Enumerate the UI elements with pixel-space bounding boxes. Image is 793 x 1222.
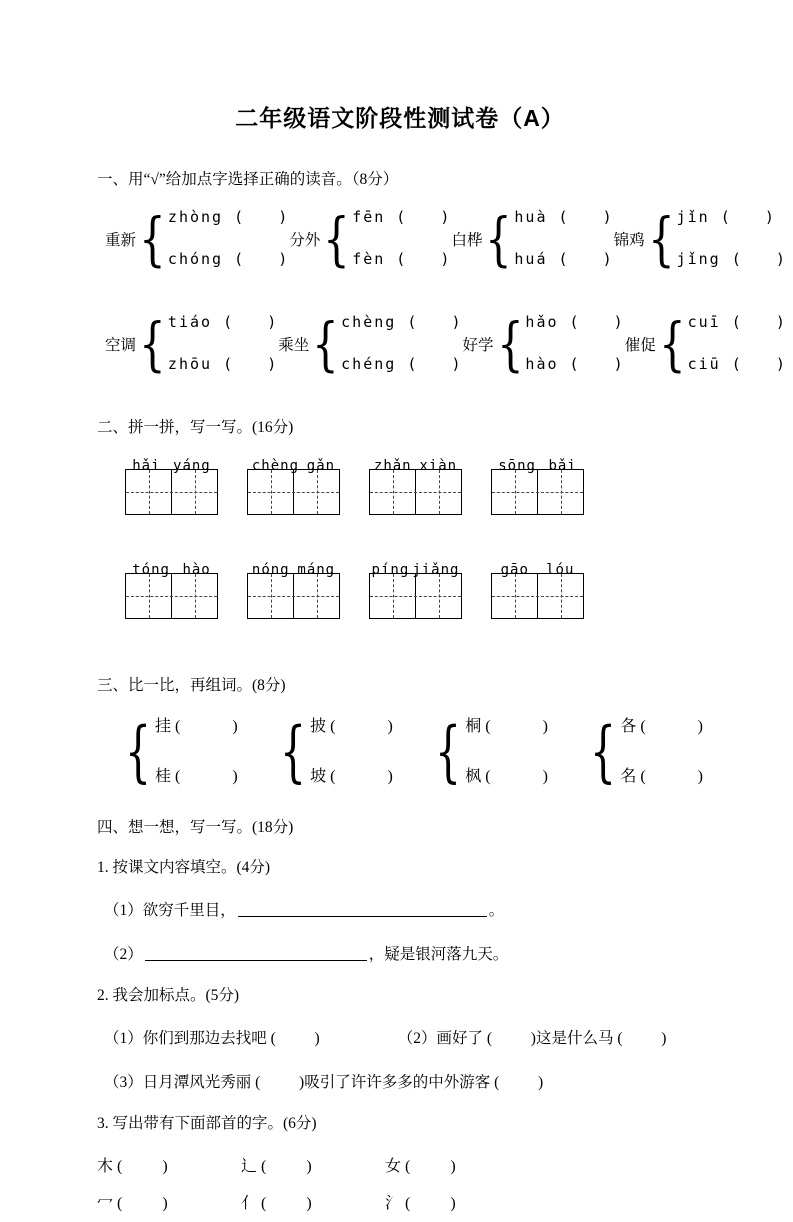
dashed-guide: [126, 596, 217, 597]
answer-blank: ( ): [482, 1030, 536, 1047]
pinyin-syllable: jiǎng: [412, 562, 460, 578]
pinyin-option: [168, 348, 278, 381]
question-text: 吸引了许许多多的中外游客: [304, 1074, 491, 1091]
character: 挂: [155, 718, 172, 735]
pinyin-choice-row-1: [105, 201, 787, 276]
answer-blank: ( ): [257, 1195, 312, 1212]
pinyin-text: hǎo: [525, 313, 559, 331]
compare-group: [427, 715, 548, 789]
radical-character: 氵: [385, 1195, 402, 1212]
page-title: 二年级语文阶段性测试卷（A）: [235, 105, 565, 131]
writing-grid: [369, 458, 462, 515]
writing-grid: [247, 562, 340, 619]
pinyin-choice-group: [105, 201, 289, 276]
compare-pair: [465, 715, 548, 789]
answer-blank: ( ): [396, 313, 463, 331]
radical-item: [385, 1190, 529, 1213]
pinyin-text: ciū: [687, 355, 721, 373]
target-word: 白桦: [451, 231, 483, 249]
pinyin-choice-group: [105, 306, 278, 381]
answer-blank: ( ): [401, 1195, 456, 1212]
pinyin-options: [514, 201, 613, 276]
dashed-guide: [370, 596, 461, 597]
radical-character: 女: [385, 1158, 402, 1175]
pinyin-syllable: píng: [371, 562, 410, 578]
compare-item: [310, 715, 393, 739]
pinyin-option: [168, 306, 278, 339]
pinyin-text: hào: [525, 355, 559, 373]
sub-question-1-heading: 1. 按课文内容填空。(4分): [97, 859, 271, 876]
answer-blank: ( ): [171, 768, 238, 785]
radical-item: [385, 1153, 529, 1176]
answer-blank: ( ): [636, 768, 703, 785]
compare-pair: [310, 715, 393, 789]
pinyin-syllable: tóng: [132, 562, 170, 578]
pinyin-option: [514, 243, 613, 276]
answer-line: [145, 947, 367, 961]
dashed-guide: [126, 492, 217, 493]
brace-glyph: {: [312, 309, 339, 378]
pinyin-options: [525, 306, 624, 381]
answer-blank: ( ): [223, 250, 290, 268]
pinyin-syllable: chèng: [251, 458, 300, 474]
question-text: 这是什么马: [535, 1030, 614, 1047]
answer-blank: ( ): [401, 1158, 456, 1175]
pinyin-syllable: hǎi: [132, 458, 161, 474]
pinyin-option: [525, 348, 624, 381]
pinyin-text: huá: [514, 250, 548, 268]
radical-item: [241, 1153, 385, 1176]
page-content: [0, 100, 793, 1213]
pinyin-choice-group: [463, 306, 625, 381]
radical-row-1: [97, 1153, 703, 1176]
brace-glyph: {: [647, 204, 675, 273]
answer-blank: ( ): [490, 1074, 544, 1091]
pinyin-choice-group: [289, 201, 451, 276]
writing-grid: [491, 562, 584, 619]
dashed-guide: [248, 492, 339, 493]
pinyin-option: [352, 243, 451, 276]
compare-item: [465, 765, 548, 789]
punct-group: [104, 1030, 320, 1047]
radical-character: 辶: [241, 1158, 258, 1175]
pinyin-choice-group: [614, 201, 787, 276]
pinyin-option: [688, 306, 787, 339]
character: 坡: [310, 768, 327, 785]
answer-blank: ( ): [385, 208, 452, 226]
answer-blank: ( ): [212, 313, 279, 331]
pinyin-syllable: nóng: [251, 562, 290, 578]
radical-character: 亻: [241, 1195, 258, 1212]
question-text: （2）画好了: [397, 1030, 483, 1047]
writing-grid: [491, 458, 584, 515]
pinyin-option: [677, 201, 787, 234]
brace-glyph: {: [139, 309, 166, 378]
answer-blank: ( ): [326, 768, 393, 785]
target-word: 锦鸡: [613, 231, 645, 249]
brace-glyph: {: [323, 204, 351, 273]
character: 枫: [465, 768, 482, 785]
compare-item: [155, 765, 238, 789]
question-text: ，疑是银河落九天。: [368, 946, 509, 963]
pinyin-option: [341, 348, 462, 381]
pinyin-option: [341, 306, 462, 339]
radical-character: 木: [97, 1158, 114, 1175]
target-word: 重新: [105, 231, 137, 249]
answer-blank: ( ): [171, 718, 238, 735]
character: 桂: [155, 768, 172, 785]
radical-row-2: [97, 1190, 703, 1213]
compare-pair: [620, 715, 703, 789]
compare-words-row: [117, 715, 703, 789]
pinyin-text: chèng: [341, 313, 397, 331]
punct-group: [398, 1030, 667, 1047]
pinyin-syllable: bǎi: [548, 458, 577, 474]
answer-blank: ( ): [558, 313, 625, 331]
section-4-heading: 四、想一想，写一写。(18分): [97, 819, 294, 836]
answer-blank: ( ): [113, 1195, 168, 1212]
answer-blank: ( ): [396, 355, 463, 373]
target-word: 乘坐: [278, 336, 310, 354]
pinyin-syllable: gǎn: [306, 458, 336, 474]
character: 披: [310, 718, 327, 735]
pinyin-choice-group: [451, 201, 613, 276]
section-1-heading: 一、用“√”给加点字选择正确的读音。（8分）: [97, 171, 399, 188]
writing-grid: [369, 562, 462, 619]
question-text: （1）欲穷千里目，: [104, 902, 236, 919]
answer-blank: ( ): [326, 718, 393, 735]
writing-grid-row-1: [125, 458, 703, 515]
dashed-guide: [492, 492, 583, 493]
pinyin-syllable: zhǎn: [373, 458, 412, 474]
pinyin-text: jǐng: [676, 250, 721, 268]
brace-glyph: {: [496, 309, 524, 378]
radical-character: 冖: [97, 1195, 114, 1212]
answer-blank: ( ): [251, 1074, 305, 1091]
answer-blank: ( ): [212, 355, 279, 373]
answer-blank: ( ): [558, 355, 625, 373]
compare-item: [465, 715, 548, 739]
pinyin-option: [677, 243, 787, 276]
writing-grid: [247, 458, 340, 515]
answer-blank: ( ): [547, 208, 614, 226]
answer-blank: ( ): [636, 718, 703, 735]
answer-blank: ( ): [547, 250, 614, 268]
brace-glyph: {: [658, 309, 686, 378]
punct-group: [104, 1074, 543, 1091]
answer-blank: ( ): [720, 355, 787, 373]
pinyin-options: [677, 201, 787, 276]
pinyin-text: huà: [514, 208, 548, 226]
sub-question-3-heading: 3. 写出带有下面部首的字。(6分): [97, 1115, 317, 1132]
pinyin-text: chóng: [167, 250, 224, 268]
pinyin-text: fèn: [352, 250, 386, 268]
target-word: 分外: [289, 231, 321, 249]
writing-grid: [125, 562, 218, 619]
pinyin-syllable: lóu: [546, 562, 575, 578]
section-2-heading: 二、拼一拼，写一写。(16分): [97, 419, 294, 436]
dashed-guide: [370, 492, 461, 493]
character: 各: [620, 718, 637, 735]
punctuation-line-1: [97, 1027, 703, 1051]
pinyin-option: [168, 243, 289, 276]
radical-item: [97, 1153, 241, 1176]
fill-in-line-2: [97, 943, 703, 967]
answer-blank: ( ): [481, 768, 548, 785]
writing-grid: [125, 458, 218, 515]
pinyin-options: [352, 201, 451, 276]
pinyin-text: jǐn: [676, 208, 710, 226]
fill-in-line-1: [97, 899, 703, 923]
pinyin-options: [341, 306, 462, 381]
answer-blank: ( ): [720, 313, 787, 331]
question-text: （2）: [104, 946, 143, 963]
radical-item: [241, 1190, 385, 1213]
sub-question-2-heading: 2. 我会加标点。(5分): [97, 987, 240, 1004]
compare-group: [117, 715, 238, 789]
pinyin-syllable: yáng: [173, 458, 211, 474]
character: 桐: [465, 718, 482, 735]
compare-group: [582, 715, 703, 789]
dashed-guide: [492, 596, 583, 597]
pinyin-syllable: xiàn: [419, 458, 458, 474]
compare-pair: [155, 715, 238, 789]
brace-glyph: {: [590, 713, 617, 790]
brace-glyph: {: [435, 713, 462, 790]
pinyin-syllable: máng: [297, 562, 336, 578]
compare-item: [620, 715, 703, 739]
pinyin-text: chéng: [341, 355, 397, 373]
answer-blank: ( ): [257, 1158, 312, 1175]
test-paper-page: [0, 100, 793, 1222]
pinyin-syllable: gāo: [500, 562, 529, 578]
answer-blank: ( ): [481, 718, 548, 735]
pinyin-options: [168, 201, 289, 276]
question-text: （3）日月潭风光秀丽: [104, 1074, 252, 1091]
pinyin-choice-row-2: [105, 306, 787, 381]
answer-blank: ( ): [385, 250, 452, 268]
section-3-heading: 三、比一比，再组词。(8分): [97, 677, 286, 694]
answer-blank: ( ): [709, 208, 776, 226]
pinyin-text: zhōu: [167, 355, 213, 373]
question-text: （1）你们到那边去找吧: [104, 1030, 267, 1047]
answer-blank: ( ): [613, 1030, 667, 1047]
compare-item: [620, 765, 703, 789]
pinyin-option: [168, 201, 289, 234]
pinyin-option: [352, 201, 451, 234]
pinyin-option: [525, 306, 624, 339]
compare-group: [272, 715, 393, 789]
compare-item: [310, 765, 393, 789]
answer-line: [238, 903, 487, 917]
radical-item: [97, 1190, 241, 1213]
pinyin-text: cuī: [687, 313, 721, 331]
brace-glyph: {: [124, 713, 152, 790]
character: 名: [620, 768, 637, 785]
pinyin-syllable: sōng: [498, 458, 536, 474]
dashed-guide: [248, 596, 339, 597]
answer-blank: ( ): [720, 250, 787, 268]
answer-blank: ( ): [113, 1158, 168, 1175]
brace-glyph: {: [485, 204, 513, 273]
target-word: 空调: [105, 336, 137, 354]
pinyin-option: [514, 201, 613, 234]
target-word: 好学: [462, 336, 494, 354]
pinyin-text: tiáo: [167, 313, 213, 331]
pinyin-syllable: hào: [182, 562, 211, 578]
question-text: 。: [488, 902, 505, 919]
pinyin-text: zhòng: [167, 208, 224, 226]
brace-glyph: {: [280, 713, 307, 790]
pinyin-options: [168, 306, 278, 381]
pinyin-options: [688, 306, 787, 381]
pinyin-choice-group: [625, 306, 787, 381]
punctuation-line-2: [97, 1071, 703, 1095]
pinyin-option: [688, 348, 787, 381]
target-word: 催促: [624, 336, 656, 354]
compare-item: [155, 715, 238, 739]
writing-grid-row-2: [125, 562, 703, 619]
brace-glyph: {: [139, 204, 166, 273]
pinyin-text: fēn: [352, 208, 386, 226]
answer-blank: ( ): [223, 208, 290, 226]
pinyin-choice-group: [278, 306, 462, 381]
answer-blank: ( ): [266, 1030, 320, 1047]
